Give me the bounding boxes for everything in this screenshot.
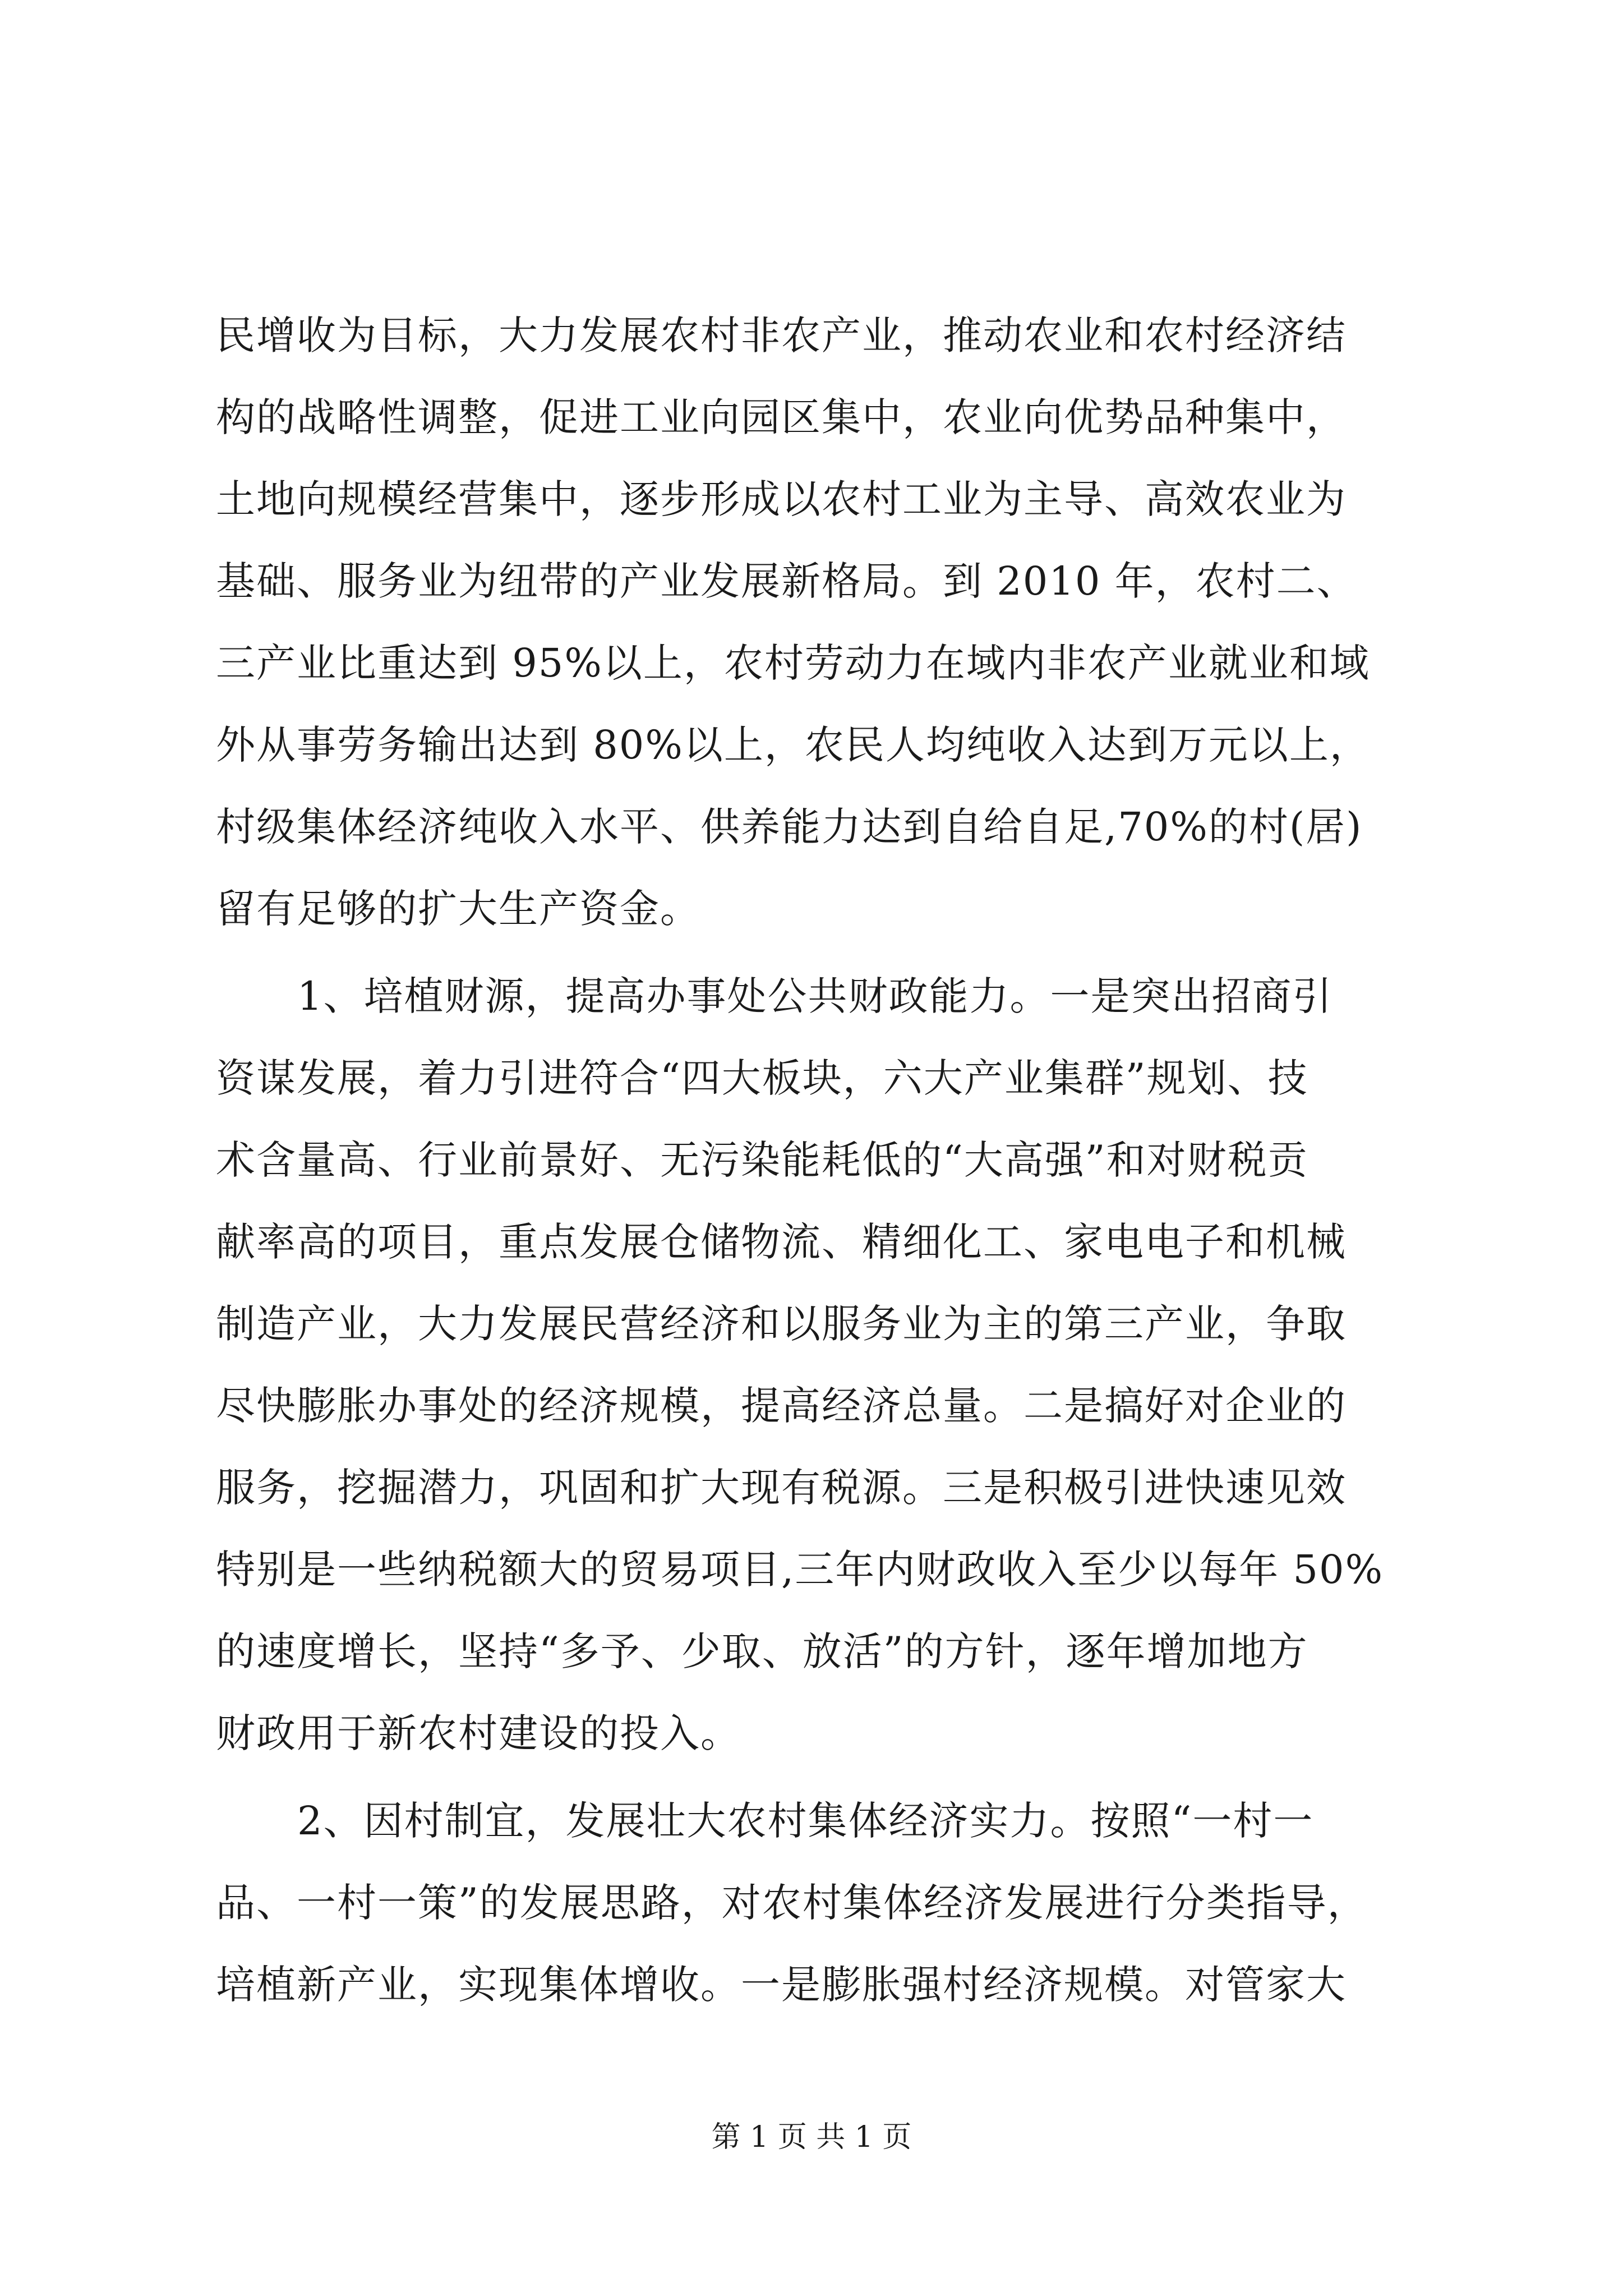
text-line: 民增收为目标，大力发展农村非农产业，推动农业和农村经济结: [216, 312, 1347, 358]
text-line: 外从事劳务输出达到 80%以上，农民人均纯收入达到万元以上，: [216, 722, 1370, 768]
paragraph: [216, 955, 1413, 1774]
text-line: 构的战略性调整，促进工业向园区集中，农业向优势品种集中，: [216, 394, 1347, 440]
paragraph: [216, 295, 1413, 950]
text-line: 基础、服务业为纽带的产业发展新格局。到 2010 年，农村二、: [216, 558, 1357, 604]
text-line: 三产业比重达到 95%以上，农村劳动力在域内非农产业就业和域: [216, 640, 1370, 686]
text-line: 村级集体经济纯收入水平、供养能力达到自给自足,70%的村(居): [216, 804, 1363, 850]
text-line: 的速度增长，坚持“多予、少取、放活”的方针，逐年增加地方: [216, 1628, 1308, 1674]
text-line: 财政用于新农村建设的投入。: [216, 1710, 741, 1756]
text-line: 服务，挖掘潜力，巩固和扩大现有税源。三是积极引进快速见效: [216, 1465, 1347, 1511]
text-line: 2、因村制宜，发展壮大农村集体经济实力。按照“一村一: [297, 1798, 1314, 1844]
page-footer: 第 1 页 共 1 页: [711, 2120, 912, 2154]
text-line: 献率高的项目，重点发展仓储物流、精细化工、家电电子和机械: [216, 1219, 1347, 1265]
text-line: 尽快膨胀办事处的经济规模，提高经济总量。二是搞好对企业的: [216, 1383, 1347, 1429]
text-line: 特别是一些纳税额大的贸易项目,三年内财政收入至少以每年 50%: [216, 1547, 1384, 1593]
text-line: 1、培植财源，提高办事处公共财政能力。一是突出招商引: [297, 973, 1333, 1019]
document-body: [216, 295, 1413, 2026]
text-line: 土地向规模经营集中，逐步形成以农村工业为主导、高效农业为: [216, 476, 1347, 522]
text-line: 术含量高、行业前景好、无污染能耗低的“大高强”和对财税贡: [216, 1137, 1308, 1183]
paragraph: [216, 1780, 1413, 2026]
text-line: 留有足够的扩大生产资金。: [216, 886, 700, 932]
text-line: 资谋发展，着力引进符合“四大板块，六大产业集群”规划、技: [216, 1055, 1308, 1101]
text-line: 培植新产业，实现集体增收。一是膨胀强村经济规模。对管家大: [216, 1962, 1347, 2008]
text-line: 制造产业，大力发展民营经济和以服务业为主的第三产业，争取: [216, 1301, 1347, 1347]
text-line: 品、一村一策”的发展思路，对农村集体经济发展进行分类指导，: [216, 1880, 1368, 1926]
